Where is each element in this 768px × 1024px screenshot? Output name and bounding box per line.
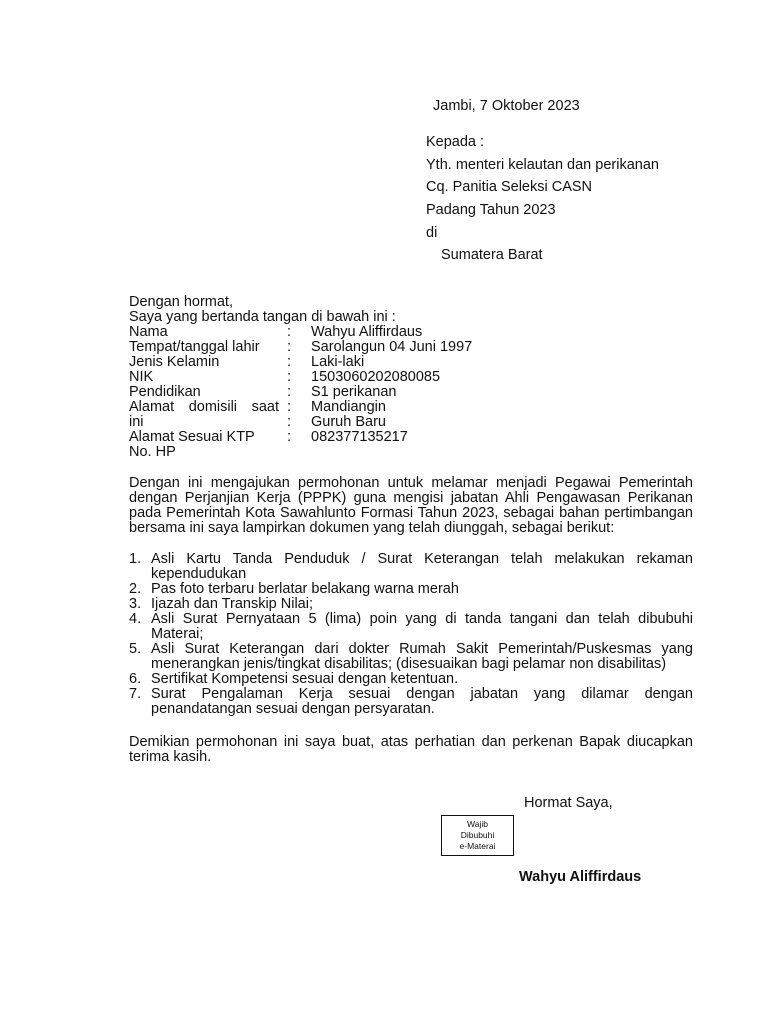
field-value: S1 perikanan — [311, 384, 397, 400]
field-value: Guruh Baru — [311, 414, 386, 430]
recipient-line: Cq. Panitia Seleksi CASN — [426, 179, 593, 195]
materai-line: Wajib — [467, 819, 488, 829]
materai-line: Dibubuhi — [460, 830, 495, 840]
field-label: ini — [129, 414, 144, 430]
list-text: Sertifikat Kompetensi sesuai dengan ketentuan. — [151, 671, 459, 687]
closing-paragraph: Demikian permohonan ini saya buat, atas perhatian dan perkenan Bapak diucapkan terima kasih. — [129, 734, 693, 765]
list-item — [129, 582, 693, 597]
field-colon: : — [287, 324, 292, 340]
signer-name: Wahyu Aliffirdaus — [519, 869, 642, 885]
list-text: Pas foto terbaru berlatar belakang warna merah — [151, 581, 459, 597]
list-item — [129, 597, 693, 612]
field-colon: : — [287, 369, 292, 385]
field-value: Mandiangin — [311, 399, 386, 415]
list-item — [129, 642, 693, 672]
field-colon: : — [287, 339, 292, 355]
field-value: Laki-laki — [311, 354, 365, 370]
field-label: Pendidikan — [129, 384, 201, 400]
place-date: Jambi, 7 Oktober 2023 — [433, 98, 580, 114]
field-label: No. HP — [129, 444, 176, 460]
list-text: Ijazah dan Transkip Nilai; — [151, 596, 313, 612]
list-item — [129, 672, 693, 687]
recipient-line: Kepada : — [426, 134, 485, 150]
field-label: Jenis Kelamin — [129, 354, 220, 370]
field-label: NIK — [129, 369, 154, 385]
list-item — [129, 687, 693, 717]
recipient-line: Yth. menteri kelautan dan perikanan — [426, 157, 659, 173]
field-colon: : — [287, 414, 292, 430]
recipient-line: Sumatera Barat — [441, 247, 543, 263]
recipient-line: di — [426, 225, 438, 241]
materai-line: e-Materai — [459, 841, 496, 851]
list-number: 2. — [129, 581, 142, 597]
field-label: Alamat Sesuai KTP — [129, 429, 255, 445]
field-value: 1503060202080085 — [311, 369, 441, 385]
field-colon: : — [287, 354, 292, 370]
application-paragraph: Dengan ini mengajukan permohonan untuk melamar menjadi Pegawai Pemerintah dengan Perjanjian Kerja (PPPK) guna mengisi jabatan Ahli Pengawasan Perikanan pada Pemerintah Kota Sawahlunto Formasi Tahun 2023, sebagai bahan pertimbangan bersama ini saya lampirkan dokumen yang telah diunggah, sebagai berikut: — [129, 475, 693, 536]
field-colon: : — [287, 399, 292, 415]
e-materai-stamp-box — [441, 815, 514, 856]
list-number: 4. — [129, 611, 142, 627]
field-value: Sarolangun 04 Juni 1997 — [311, 339, 473, 355]
list-number: 1. — [129, 551, 142, 567]
list-text: Surat Pengalaman Kerja sesuai dengan jabatan yang dilamar dengan penandatangan sesuai dengan persyaratan. — [151, 686, 693, 717]
field-label: Nama — [129, 324, 168, 340]
attachment-list — [129, 552, 693, 717]
field-value: 082377135217 — [311, 429, 408, 445]
field-label: Alamat domisili saat — [129, 399, 279, 415]
field-label: Tempat/tanggal lahir — [129, 339, 260, 355]
intro-line: Saya yang bertanda tangan di bawah ini : — [129, 309, 396, 325]
field-colon: : — [287, 429, 292, 445]
field-value: Wahyu Aliffirdaus — [311, 324, 423, 340]
list-item — [129, 552, 693, 582]
field-colon: : — [287, 384, 292, 400]
list-text: Asli Kartu Tanda Penduduk / Surat Keterangan telah melakukan rekaman kependudukan — [151, 551, 693, 582]
recipient-line: Padang Tahun 2023 — [426, 202, 556, 218]
list-number: 7. — [129, 686, 142, 702]
greeting: Dengan hormat, — [129, 294, 233, 310]
list-number: 3. — [129, 596, 142, 612]
list-number: 5. — [129, 641, 142, 657]
salutation: Hormat Saya, — [524, 795, 613, 811]
list-text: Asli Surat Keterangan dari dokter Rumah Sakit Pemerintah/Puskesmas yang menerangkan jenis/tingkat disabilitas; (disesuaikan bagi pelamar non disabilitas) — [151, 641, 693, 672]
list-text: Asli Surat Pernyataan 5 (lima) poin yang di tanda tangani dan telah dibubuhi Materai; — [151, 611, 693, 642]
list-item — [129, 612, 693, 642]
list-number: 6. — [129, 671, 142, 687]
